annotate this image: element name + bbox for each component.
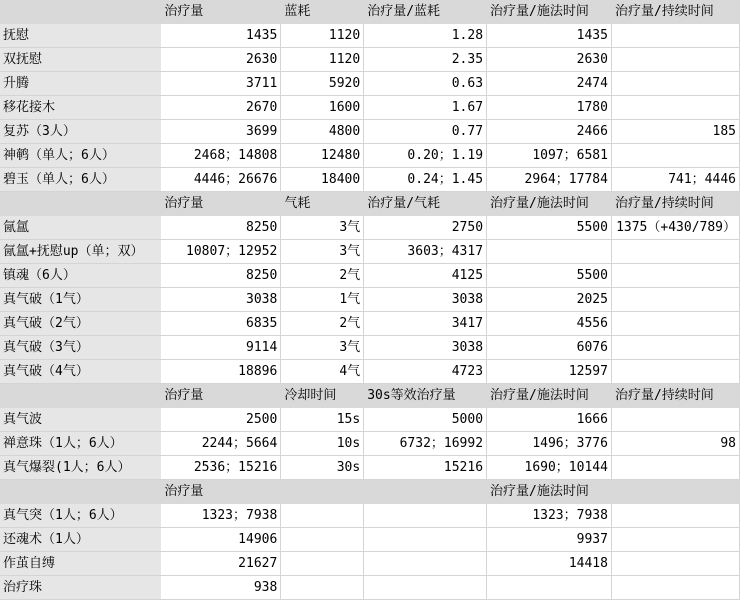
value-cell[interactable]: 3气	[281, 336, 364, 360]
value-cell[interactable]: 2.35	[364, 48, 487, 72]
value-cell[interactable]: 6076	[487, 336, 612, 360]
table-row	[0, 552, 740, 576]
value-cell[interactable]: 2气	[281, 264, 364, 288]
value-cell[interactable]: 0.77	[364, 120, 487, 144]
value-cell[interactable]	[611, 48, 739, 72]
column-header[interactable]: 治疗量/持续时间	[611, 0, 739, 24]
section-header-row	[0, 0, 740, 24]
value-cell[interactable]: 1375（+430/789）	[611, 216, 739, 240]
table-row	[0, 336, 740, 360]
value-cell[interactable]: 4446；26676	[161, 168, 281, 192]
value-cell[interactable]	[611, 360, 739, 384]
row-label-cell[interactable]: 作茧自缚	[0, 552, 161, 576]
column-header[interactable]	[611, 480, 739, 504]
value-cell[interactable]	[611, 456, 739, 480]
value-cell[interactable]: 21627	[161, 552, 281, 576]
value-cell[interactable]: 10807；12952	[161, 240, 281, 264]
value-cell[interactable]: 741；4446	[611, 168, 739, 192]
value-cell[interactable]	[611, 552, 739, 576]
table-row	[0, 432, 740, 456]
table-row	[0, 168, 740, 192]
table-row	[0, 264, 740, 288]
row-label-cell[interactable]: 镇魂（6人）	[0, 264, 161, 288]
value-cell[interactable]: 3038	[364, 288, 487, 312]
section-header-row	[0, 480, 740, 504]
value-cell[interactable]: 1435	[161, 24, 281, 48]
column-header[interactable]: 治疗量/施法时间	[487, 480, 612, 504]
value-cell[interactable]: 18400	[281, 168, 364, 192]
row-label-cell[interactable]: 氤氲+抚慰up（单；双）	[0, 240, 161, 264]
table-row	[0, 72, 740, 96]
column-header[interactable]: 治疗量	[161, 0, 281, 24]
value-cell[interactable]	[281, 576, 364, 600]
value-cell[interactable]	[611, 312, 739, 336]
value-cell[interactable]: 8250	[161, 264, 281, 288]
row-label-cell[interactable]: 真气爆裂(1人；6人）	[0, 456, 161, 480]
value-cell[interactable]: 12480	[281, 144, 364, 168]
column-header[interactable]: 治疗量/持续时间	[611, 192, 739, 216]
value-cell[interactable]: 1.67	[364, 96, 487, 120]
section-header-row	[0, 384, 740, 408]
row-label-cell[interactable]: 真气破（3气）	[0, 336, 161, 360]
value-cell[interactable]: 6732；16992	[364, 432, 487, 456]
column-header[interactable]: 治疗量/施法时间	[487, 192, 612, 216]
column-header[interactable]	[0, 192, 161, 216]
value-cell[interactable]: 3603；4317	[364, 240, 487, 264]
column-header[interactable]	[0, 480, 161, 504]
table-row	[0, 216, 740, 240]
value-cell[interactable]: 3038	[364, 336, 487, 360]
value-cell[interactable]	[611, 576, 739, 600]
value-cell[interactable]	[281, 504, 364, 528]
value-cell[interactable]: 1气	[281, 288, 364, 312]
value-cell[interactable]: 15216	[364, 456, 487, 480]
value-cell[interactable]: 2474	[487, 72, 612, 96]
table-row	[0, 576, 740, 600]
table-row	[0, 240, 740, 264]
value-cell[interactable]: 3711	[161, 72, 281, 96]
value-cell[interactable]: 3699	[161, 120, 281, 144]
column-header[interactable]	[0, 384, 161, 408]
table-row	[0, 120, 740, 144]
column-header[interactable]: 治疗量/持续时间	[611, 384, 739, 408]
value-cell[interactable]: 0.24；1.45	[364, 168, 487, 192]
column-header[interactable]: 气耗	[281, 192, 364, 216]
value-cell[interactable]: 4800	[281, 120, 364, 144]
row-label-cell[interactable]: 神鹌（单人；6人）	[0, 144, 161, 168]
value-cell[interactable]	[364, 528, 487, 552]
section-header-row	[0, 192, 740, 216]
value-cell[interactable]: 1120	[281, 24, 364, 48]
value-cell[interactable]: 6835	[161, 312, 281, 336]
table-row	[0, 288, 740, 312]
value-cell[interactable]	[611, 96, 739, 120]
column-header[interactable]: 治疗量/蓝耗	[364, 0, 487, 24]
value-cell[interactable]	[611, 504, 739, 528]
value-cell[interactable]	[611, 144, 739, 168]
value-cell[interactable]: 5500	[487, 264, 612, 288]
table-row	[0, 360, 740, 384]
value-cell[interactable]: 1600	[281, 96, 364, 120]
table-row	[0, 504, 740, 528]
value-cell[interactable]: 3038	[161, 288, 281, 312]
value-cell[interactable]	[364, 552, 487, 576]
column-header[interactable]: 蓝耗	[281, 0, 364, 24]
value-cell[interactable]: 0.63	[364, 72, 487, 96]
table-row	[0, 96, 740, 120]
value-cell[interactable]: 1097；6581	[487, 144, 612, 168]
value-cell[interactable]: 12597	[487, 360, 612, 384]
value-cell[interactable]: 1780	[487, 96, 612, 120]
value-cell[interactable]	[611, 408, 739, 432]
value-cell[interactable]	[281, 528, 364, 552]
row-label-cell[interactable]: 真气破（1气）	[0, 288, 161, 312]
table-row	[0, 24, 740, 48]
value-cell[interactable]: 14418	[487, 552, 612, 576]
value-cell[interactable]: 185	[611, 120, 739, 144]
value-cell[interactable]	[611, 528, 739, 552]
row-label-cell[interactable]: 还魂术（1人）	[0, 528, 161, 552]
table-row	[0, 312, 740, 336]
value-cell[interactable]	[611, 72, 739, 96]
value-cell[interactable]: 8250	[161, 216, 281, 240]
row-label-cell[interactable]: 复苏（3人）	[0, 120, 161, 144]
value-cell[interactable]: 2630	[161, 48, 281, 72]
value-cell[interactable]: 4723	[364, 360, 487, 384]
value-cell[interactable]: 1323；7938	[487, 504, 612, 528]
value-cell[interactable]: 1496；3776	[487, 432, 612, 456]
value-cell[interactable]: 2466	[487, 120, 612, 144]
column-header[interactable]: 治疗量	[161, 384, 281, 408]
table-row	[0, 408, 740, 432]
value-cell[interactable]: 3气	[281, 240, 364, 264]
value-cell[interactable]: 4气	[281, 360, 364, 384]
row-label-cell[interactable]: 升腾	[0, 72, 161, 96]
value-cell[interactable]: 1323；7938	[161, 504, 281, 528]
row-label-cell[interactable]: 治疗珠	[0, 576, 161, 600]
value-cell[interactable]: 1666	[487, 408, 612, 432]
value-cell[interactable]: 10s	[281, 432, 364, 456]
column-header[interactable]	[364, 480, 487, 504]
row-label-cell[interactable]: 双抚慰	[0, 48, 161, 72]
value-cell[interactable]: 1.28	[364, 24, 487, 48]
table-row	[0, 528, 740, 552]
value-cell[interactable]: 18896	[161, 360, 281, 384]
value-cell[interactable]: 1435	[487, 24, 612, 48]
value-cell[interactable]: 30s	[281, 456, 364, 480]
value-cell[interactable]: 2670	[161, 96, 281, 120]
value-cell[interactable]	[611, 24, 739, 48]
column-header[interactable]	[0, 0, 161, 24]
value-cell[interactable]: 2468；14808	[161, 144, 281, 168]
value-cell[interactable]	[364, 576, 487, 600]
value-cell[interactable]: 2025	[487, 288, 612, 312]
column-header[interactable]: 冷却时间	[281, 384, 364, 408]
value-cell[interactable]	[364, 504, 487, 528]
value-cell[interactable]: 1690；10144	[487, 456, 612, 480]
value-cell[interactable]: 2536；15216	[161, 456, 281, 480]
value-cell[interactable]	[611, 288, 739, 312]
table-row	[0, 144, 740, 168]
value-cell[interactable]	[281, 552, 364, 576]
value-cell[interactable]: 98	[611, 432, 739, 456]
row-label-cell[interactable]: 真气突（1人；6人）	[0, 504, 161, 528]
value-cell[interactable]: 2244；5664	[161, 432, 281, 456]
value-cell[interactable]: 938	[161, 576, 281, 600]
row-label-cell[interactable]: 移花接木	[0, 96, 161, 120]
column-header[interactable]: 治疗量/施法时间	[487, 384, 612, 408]
value-cell[interactable]: 14906	[161, 528, 281, 552]
value-cell[interactable]: 5500	[487, 216, 612, 240]
value-cell[interactable]: 2750	[364, 216, 487, 240]
value-cell[interactable]: 5000	[364, 408, 487, 432]
column-header[interactable]: 30s等效治疗量	[364, 384, 487, 408]
row-label-cell[interactable]: 真气破（2气）	[0, 312, 161, 336]
value-cell[interactable]	[611, 264, 739, 288]
value-cell[interactable]: 2964；17784	[487, 168, 612, 192]
value-cell[interactable]: 2气	[281, 312, 364, 336]
value-cell[interactable]: 0.20；1.19	[364, 144, 487, 168]
value-cell[interactable]	[487, 576, 612, 600]
row-label-cell[interactable]: 真气破（4气）	[0, 360, 161, 384]
table-row	[0, 48, 740, 72]
row-label-cell[interactable]: 碧玉（单人；6人）	[0, 168, 161, 192]
value-cell[interactable]	[611, 336, 739, 360]
column-header[interactable]: 治疗量/施法时间	[487, 0, 612, 24]
column-header[interactable]: 治疗量	[161, 480, 281, 504]
row-label-cell[interactable]: 禅意珠（1人；6人）	[0, 432, 161, 456]
row-label-cell[interactable]: 真气波	[0, 408, 161, 432]
value-cell[interactable]: 1120	[281, 48, 364, 72]
value-cell[interactable]: 2500	[161, 408, 281, 432]
row-label-cell[interactable]: 氤氲	[0, 216, 161, 240]
row-label-cell[interactable]: 抚慰	[0, 24, 161, 48]
value-cell[interactable]: 3气	[281, 216, 364, 240]
value-cell[interactable]: 15s	[281, 408, 364, 432]
value-cell[interactable]: 9937	[487, 528, 612, 552]
value-cell[interactable]: 9114	[161, 336, 281, 360]
column-header[interactable]	[281, 480, 364, 504]
value-cell[interactable]: 5920	[281, 72, 364, 96]
column-header[interactable]: 治疗量	[161, 192, 281, 216]
value-cell[interactable]: 4556	[487, 312, 612, 336]
value-cell[interactable]: 4125	[364, 264, 487, 288]
table-row	[0, 456, 740, 480]
value-cell[interactable]: 3417	[364, 312, 487, 336]
column-header[interactable]: 治疗量/气耗	[364, 192, 487, 216]
value-cell[interactable]	[487, 240, 612, 264]
value-cell[interactable]: 2630	[487, 48, 612, 72]
value-cell[interactable]	[611, 240, 739, 264]
